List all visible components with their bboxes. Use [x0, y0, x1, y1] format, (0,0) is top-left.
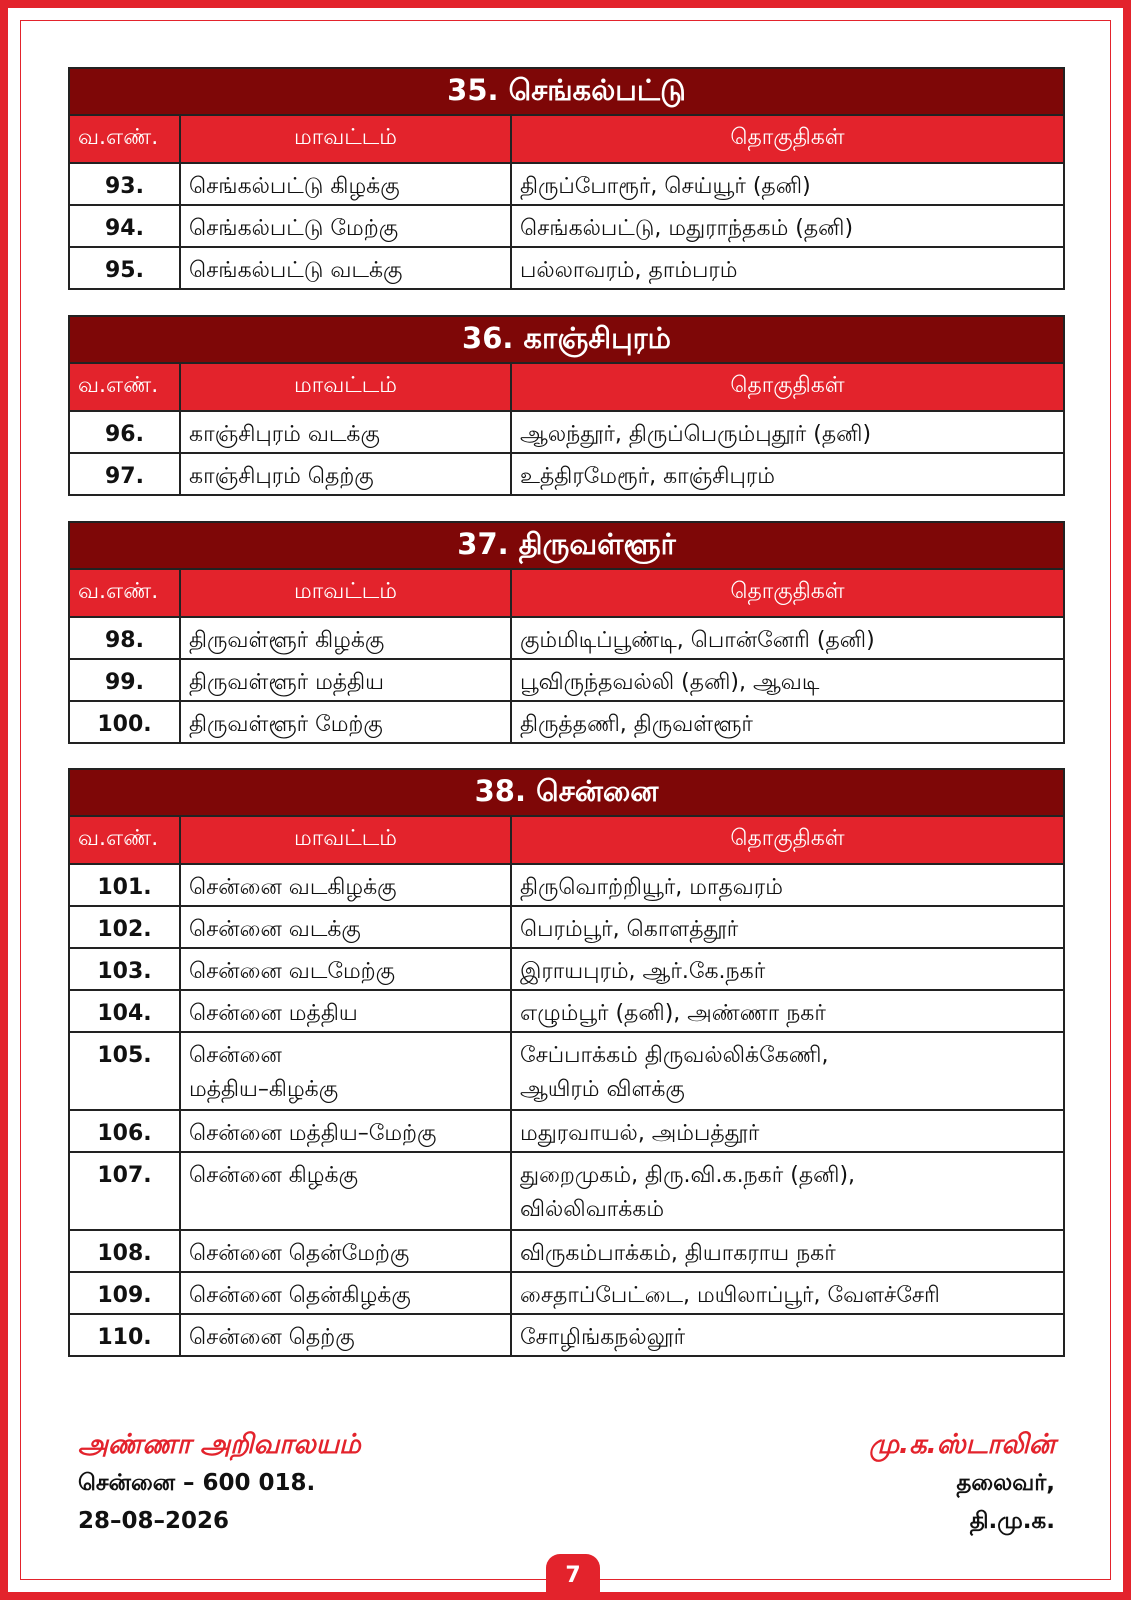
row-district: செங்கல்பட்டு கிழக்கு: [180, 163, 511, 205]
column-header-constituencies: தொகுதிகள்: [511, 816, 1064, 864]
table-row: [69, 659, 1064, 701]
row-number: 110.: [69, 1314, 180, 1356]
row-number: 97.: [69, 453, 180, 495]
row-district: திருவள்ளூர் கிழக்கு: [180, 617, 511, 659]
table-row: [69, 1152, 1064, 1230]
row-number: 103.: [69, 948, 180, 990]
row-district: திருவள்ளூர் மேற்கு: [180, 701, 511, 743]
column-header-district: மாவட்டம்: [180, 363, 511, 411]
row-constituencies: துறைமுகம், திரு.வி.க.நகர் (தனி), வில்லிவாக்கம்: [511, 1152, 1064, 1230]
row-constituencies: ஆலந்தூர், திருப்பெரும்புதூர் (தனி): [511, 411, 1064, 453]
table-row: [69, 247, 1064, 289]
row-constituencies: திருப்போரூர், செய்யூர் (தனி): [511, 163, 1064, 205]
column-header-constituencies: தொகுதிகள்: [511, 569, 1064, 617]
row-number: 109.: [69, 1272, 180, 1314]
table-row: [69, 1110, 1064, 1152]
footer-left: [78, 1426, 361, 1540]
column-header-number: வ.எண்.: [69, 115, 180, 163]
row-district: சென்னை மத்திய–கிழக்கு: [180, 1032, 511, 1110]
row-number: 94.: [69, 205, 180, 247]
row-constituencies: உத்திரமேரூர், காஞ்சிபுரம்: [511, 453, 1064, 495]
row-constituencies: சோழிங்கநல்லூர்: [511, 1314, 1064, 1356]
table-row: [69, 1032, 1064, 1110]
row-number: 95.: [69, 247, 180, 289]
row-district: சென்னை வடக்கு: [180, 906, 511, 948]
column-header-district: மாவட்டம்: [180, 816, 511, 864]
district-title: 35. செங்கல்பட்டு: [69, 68, 1064, 115]
office-city: சென்னை – 600 018.: [78, 1470, 316, 1496]
table-row: [69, 617, 1064, 659]
issue-date: 28–08–2026: [78, 1508, 230, 1534]
column-header-number: வ.எண்.: [69, 816, 180, 864]
row-number: 108.: [69, 1230, 180, 1272]
table-row: [69, 163, 1064, 205]
row-number: 100.: [69, 701, 180, 743]
row-constituencies: பூவிருந்தவல்லி (தனி), ஆவடி: [511, 659, 1064, 701]
table-row: [69, 864, 1064, 906]
row-district: சென்னை மத்திய–மேற்கு: [180, 1110, 511, 1152]
district-title: 38. சென்னை: [69, 769, 1064, 816]
row-number: 96.: [69, 411, 180, 453]
row-district: சென்னை வடகிழக்கு: [180, 864, 511, 906]
district-title: 36. காஞ்சிபுரம்: [69, 316, 1064, 363]
row-constituencies: திருத்தணி, திருவள்ளூர்: [511, 701, 1064, 743]
column-header-district: மாவட்டம்: [180, 115, 511, 163]
row-district: சென்னை வடமேற்கு: [180, 948, 511, 990]
row-constituencies: இராயபுரம், ஆர்.கே.நகர்: [511, 948, 1064, 990]
row-district: சென்னை தென்கிழக்கு: [180, 1272, 511, 1314]
district-title: 37. திருவள்ளூர்: [69, 522, 1064, 569]
row-number: 93.: [69, 163, 180, 205]
row-constituencies: சேப்பாக்கம் திருவல்லிக்கேணி, ஆயிரம் விளக்கு: [511, 1032, 1064, 1110]
row-district: செங்கல்பட்டு வடக்கு: [180, 247, 511, 289]
table-row: [69, 411, 1064, 453]
party-name: தி.மு.க.: [969, 1508, 1055, 1534]
row-district: திருவள்ளூர் மத்திய: [180, 659, 511, 701]
row-constituencies: திருவொற்றியூர், மாதவரம்: [511, 864, 1064, 906]
table-row: [69, 205, 1064, 247]
table-row: [69, 990, 1064, 1032]
column-header-district: மாவட்டம்: [180, 569, 511, 617]
row-district: சென்னை மத்திய: [180, 990, 511, 1032]
office-name: அண்ணா அறிவாலயம்: [78, 1429, 361, 1460]
column-header-constituencies: தொகுதிகள்: [511, 115, 1064, 163]
row-constituencies: கும்மிடிப்பூண்டி, பொன்னேரி (தனி): [511, 617, 1064, 659]
signatory-title: தலைவர்,: [956, 1470, 1055, 1496]
table-row: [69, 1272, 1064, 1314]
district-table-chennai: [68, 768, 1063, 1357]
district-table-chengalpattu: [68, 67, 1063, 290]
row-number: 106.: [69, 1110, 180, 1152]
row-number: 101.: [69, 864, 180, 906]
district-table-tiruvallur: [68, 521, 1063, 744]
row-constituencies: பெரம்பூர், கொளத்தூர்: [511, 906, 1064, 948]
district-table-kanchipuram: [68, 315, 1063, 496]
row-constituencies: விருகம்பாக்கம், தியாகராய நகர்: [511, 1230, 1064, 1272]
row-district: சென்னை கிழக்கு: [180, 1152, 511, 1230]
row-district: செங்கல்பட்டு மேற்கு: [180, 205, 511, 247]
column-header-number: வ.எண்.: [69, 569, 180, 617]
row-constituencies: பல்லாவரம், தாம்பரம்: [511, 247, 1064, 289]
row-constituencies: எழும்பூர் (தனி), அண்ணா நகர்: [511, 990, 1064, 1032]
signatory-name: மு.க.ஸ்டாலின்: [868, 1429, 1055, 1460]
row-number: 107.: [69, 1152, 180, 1230]
row-constituencies: சைதாப்பேட்டை, மயிலாப்பூர், வேளச்சேரி: [511, 1272, 1064, 1314]
row-number: 99.: [69, 659, 180, 701]
row-number: 104.: [69, 990, 180, 1032]
row-constituencies: செங்கல்பட்டு, மதுராந்தகம் (தனி): [511, 205, 1064, 247]
row-district: காஞ்சிபுரம் தெற்கு: [180, 453, 511, 495]
column-header-number: வ.எண்.: [69, 363, 180, 411]
row-district: சென்னை தெற்கு: [180, 1314, 511, 1356]
row-number: 98.: [69, 617, 180, 659]
table-row: [69, 453, 1064, 495]
footer-right: [869, 1426, 1055, 1540]
row-district: காஞ்சிபுரம் வடக்கு: [180, 411, 511, 453]
page-number: 7: [546, 1554, 600, 1600]
table-row: [69, 701, 1064, 743]
column-header-constituencies: தொகுதிகள்: [511, 363, 1064, 411]
row-number: 102.: [69, 906, 180, 948]
table-row: [69, 1230, 1064, 1272]
row-constituencies: மதுரவாயல், அம்பத்தூர்: [511, 1110, 1064, 1152]
table-row: [69, 948, 1064, 990]
table-row: [69, 906, 1064, 948]
row-district: சென்னை தென்மேற்கு: [180, 1230, 511, 1272]
row-number: 105.: [69, 1032, 180, 1110]
table-row: [69, 1314, 1064, 1356]
